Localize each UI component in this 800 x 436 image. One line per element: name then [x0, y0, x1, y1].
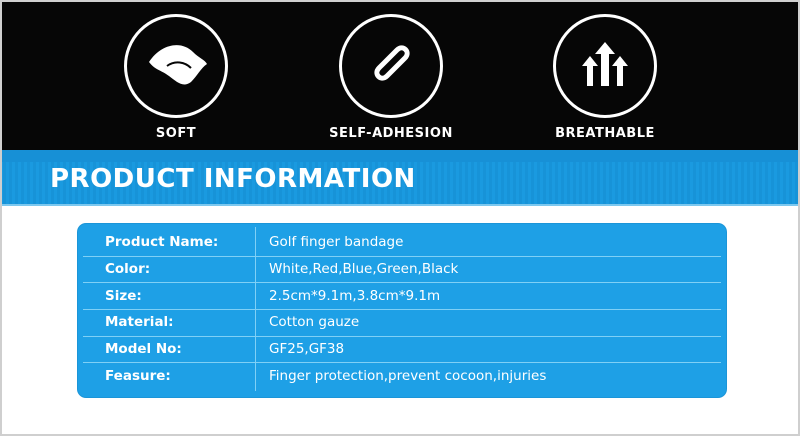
spec-key: Material:: [105, 314, 174, 331]
spec-value: White,Red,Blue,Green,Black: [255, 261, 721, 277]
table-row: [83, 229, 721, 256]
table-row: [83, 309, 721, 336]
feature-label: SOFT: [155, 126, 197, 141]
divider: [0, 204, 800, 206]
paperclip-icon: [339, 14, 443, 118]
section-header: [0, 150, 800, 204]
table-row: [83, 282, 721, 309]
fabric-icon: [124, 14, 228, 118]
spec-value: Cotton gauze: [255, 314, 721, 330]
feature-soft: [76, 14, 276, 141]
feature-label: SELF-ADHESION: [329, 126, 453, 141]
header-stripe: [0, 150, 800, 162]
spec-key: Product Name:: [105, 234, 219, 251]
feature-label: BREATHABLE: [555, 126, 655, 141]
features-banner: [0, 0, 800, 150]
spec-table: [78, 224, 726, 397]
arrows-up-icon: [553, 14, 657, 118]
feature-self-adhesion: [291, 14, 491, 141]
table-row: [83, 256, 721, 283]
spec-key: Color:: [105, 261, 151, 278]
spec-key: Model No:: [105, 341, 182, 358]
section-title: PRODUCT INFORMATION: [50, 164, 416, 194]
spec-value: Finger protection,prevent cocoon,injuries: [255, 368, 721, 384]
table-row: [83, 336, 721, 363]
spec-value: GF25,GF38: [255, 341, 721, 357]
spec-value: Golf finger bandage: [255, 234, 721, 250]
spec-key: Size:: [105, 287, 142, 304]
feature-breathable: [505, 14, 705, 141]
table-row: [83, 362, 721, 389]
spec-value: 2.5cm*9.1m,3.8cm*9.1m: [255, 288, 721, 304]
spec-key: Feasure:: [105, 367, 171, 384]
